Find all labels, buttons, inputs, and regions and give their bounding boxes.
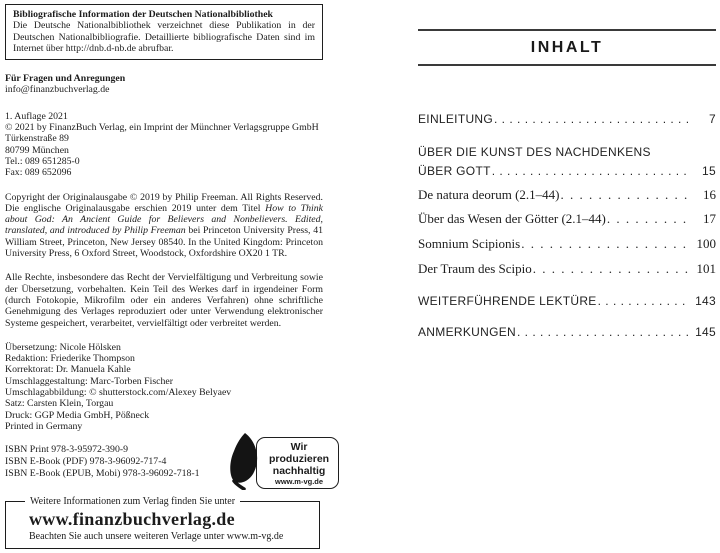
table-of-contents bbox=[418, 112, 716, 339]
toc-page-number: 16 bbox=[703, 187, 716, 202]
toc-page-number: 15 bbox=[702, 164, 716, 178]
credit-line: Druck: GGP Media GmbH, Pößneck bbox=[5, 409, 150, 421]
edition-line: © 2021 by FinanzBuch Verlag, ein Imprint der Münchner Verlagsgruppe GmbH bbox=[5, 122, 319, 134]
toc-page-number: 17 bbox=[703, 211, 716, 226]
bib-box-title: Bibliografische Information der Deutschen Nationalbibliothek bbox=[13, 9, 273, 20]
toc-entry-traum-scipio: Der Traum des Scipio . . . 101 bbox=[418, 261, 716, 277]
publisher-box-legend: Weitere Informationen zum Verlag finden Sie unter bbox=[25, 496, 240, 507]
isbn-ebook-pdf: ISBN E-Book (PDF) 978-3-96092-717-4 bbox=[5, 456, 167, 468]
credit-line: Satz: Carsten Klein, Torgau bbox=[5, 398, 114, 410]
bib-box-body: Die Deutsche Nationalbibliothek verzeichnet diese Publikation in der Deutschen Nationalbibliografie. Detaillierte bibliografische Daten sind im Internet über http://dnb.d-nb.de abrufbar. bbox=[13, 20, 315, 54]
toc-entry-anmerkungen: ANMERKUNGEN . . . 145 bbox=[418, 325, 716, 339]
contact-email: info@finanzbuchverlag.de bbox=[5, 84, 110, 96]
credit-line: Printed in Germany bbox=[5, 420, 83, 432]
toc-page-number: 100 bbox=[696, 236, 716, 251]
isbn-block bbox=[5, 444, 200, 480]
rights-paragraph: Alle Rechte, insbesondere das Recht der Vervielfältigung und Verbreitung sowie der Übersetzung, vorbehalten. Kein Teil des Werkes darf in irgendeiner Form (durch Fotokopie, Mikrofilm oder ein anderes Verfahren) ohne schriftliche Genehmigung des Verlages reproduziert oder unter Verwendung elektronischer Systeme gespeichert, verarbeitet, vervielfältigt oder verbreitet werden. bbox=[5, 272, 323, 329]
credit-line: Umschlaggestaltung: Marc-Torben Fischer bbox=[5, 375, 173, 387]
credit-line: Redaktion: Friederike Thompson bbox=[5, 353, 135, 365]
credit-line: Umschlagabbildung: © shutterstock.com/Alexey Belyaev bbox=[5, 387, 232, 399]
publisher-url: www.finanzbuchverlag.de bbox=[29, 509, 235, 529]
toc-page-number: 101 bbox=[696, 261, 716, 276]
dot-leader bbox=[521, 236, 689, 252]
toc-entry-kunst-line1: ÜBER DIE KUNST DES NACHDENKENS bbox=[418, 145, 651, 159]
contact-block bbox=[5, 73, 323, 96]
inhalt-page bbox=[418, 0, 716, 553]
credits-block bbox=[5, 342, 323, 432]
impressum-page bbox=[5, 4, 330, 553]
edition-line: Tel.: 089 651285-0 bbox=[5, 155, 80, 167]
toc-entry-einleitung: EINLEITUNG . . . 7 bbox=[418, 112, 716, 126]
sustainability-badge-box bbox=[256, 437, 339, 489]
edition-line: Türkenstraße 89 bbox=[5, 133, 69, 145]
toc-page-number: 7 bbox=[709, 112, 716, 126]
toc-entry-lektuere: WEITERFÜHRENDE LEKTÜRE . . . 143 bbox=[418, 294, 716, 308]
toc-entry-de-natura: De natura deorum (2.1–44) . . . 16 bbox=[418, 187, 716, 203]
dot-leader bbox=[492, 164, 689, 178]
dot-leader bbox=[561, 187, 689, 203]
leaf-icon bbox=[227, 432, 263, 493]
dot-leader bbox=[607, 211, 689, 227]
toc-entry-somnium: Somnium Scipionis . . . 100 bbox=[418, 236, 716, 252]
dot-leader bbox=[533, 261, 689, 277]
publisher-info-box bbox=[5, 496, 320, 549]
sustainability-badge bbox=[227, 432, 339, 493]
toc-page-number: 143 bbox=[695, 294, 716, 308]
edition-block bbox=[5, 111, 323, 179]
page-title: INHALT bbox=[530, 38, 604, 56]
copyright-paragraph bbox=[5, 192, 323, 260]
contact-heading: Für Fragen und Anregungen bbox=[5, 73, 126, 85]
copyright-text-pre: Copyright der Originalausgabe © 2019 by Philip Freeman. All Rights Reserved. Die englische Originalausgabe erschien 2019 unter dem Titel bbox=[5, 191, 323, 214]
credit-line: Übersetzung: Nicole Hölsken bbox=[5, 341, 121, 353]
isbn-ebook-epub: ISBN E-Book (EPUB, Mobi) 978-3-96092-718-1 bbox=[5, 468, 200, 480]
dot-leader bbox=[517, 325, 689, 339]
copyright-text-post: bei Princeton University Press, 41 William Street, Princeton, New Jersey 08540. In the United Kingdom: Princeton University Press, 6 Oxford Street, Woodstock, Oxfordshire OX20 1 TR. bbox=[5, 225, 323, 260]
badge-line-1: Wir produzieren bbox=[269, 440, 330, 465]
toc-entry-kunst-line2: ÜBER GOTT . . . 15 bbox=[418, 164, 716, 178]
inhalt-heading-rule bbox=[418, 29, 716, 66]
edition-line: 80799 München bbox=[5, 144, 69, 156]
credit-line: Korrektorat: Dr. Manuela Kahle bbox=[5, 364, 131, 376]
toc-page-number: 145 bbox=[695, 325, 716, 339]
bibliographic-info-box bbox=[5, 4, 323, 60]
copyright-title-italic: How to Think about God: An Ancient Guide for Believers and Nonbelievers. Edited, translated, and introduced by Philip Freeman bbox=[5, 202, 323, 237]
dot-leader bbox=[598, 294, 689, 308]
edition-line: Fax: 089 652096 bbox=[5, 167, 72, 179]
publisher-note: Beachten Sie auch unsere weiteren Verlage unter www.m-vg.de bbox=[29, 531, 284, 542]
edition-line: 1. Auflage 2021 bbox=[5, 110, 68, 122]
badge-line-2: nachhaltig bbox=[272, 464, 326, 477]
dot-leader bbox=[494, 112, 689, 126]
toc-entry-wesen-goetter: Über das Wesen der Götter (2.1–44) . . . 17 bbox=[418, 211, 716, 227]
isbn-print: ISBN Print 978-3-95972-390-9 bbox=[5, 444, 129, 455]
badge-url: www.m-vg.de bbox=[275, 476, 324, 486]
